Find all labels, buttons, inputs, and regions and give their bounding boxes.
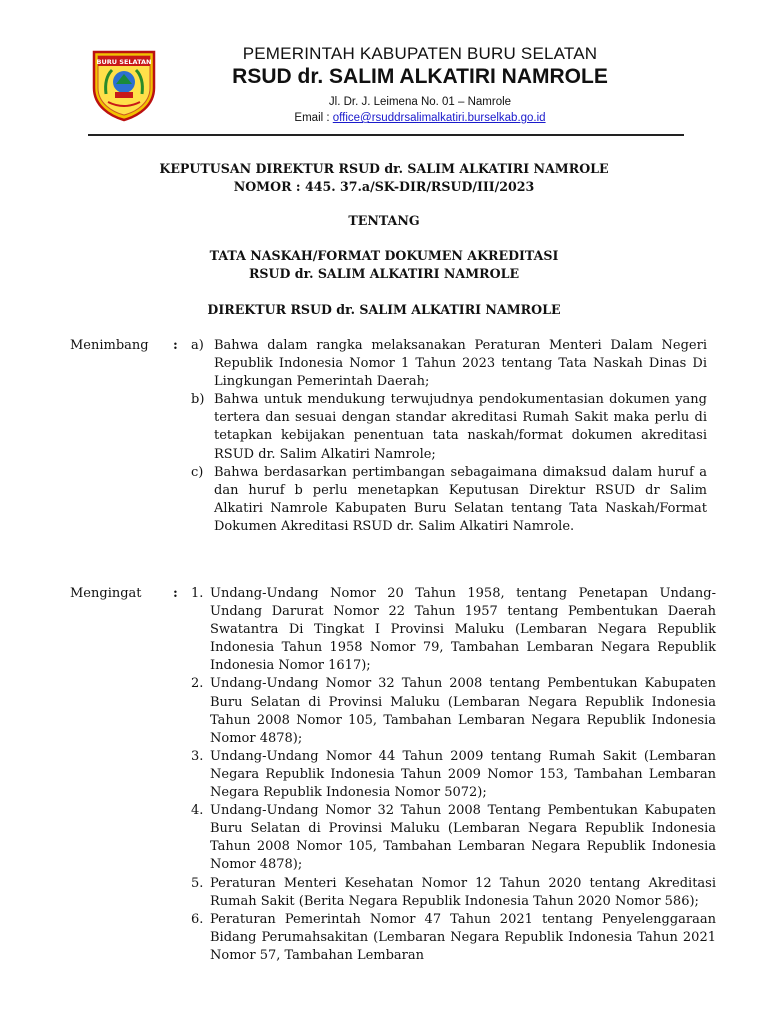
list-item (191, 337, 707, 391)
decree-about: TENTANG (348, 213, 420, 228)
menimbang-list (191, 337, 707, 536)
list-item (191, 911, 716, 965)
item-text: Peraturan Menteri Kesehatan Nomor 12 Tahun 2020 tentang Akreditasi Rumah Sakit (Berita Negara Republik Indonesia Tahun 2020 Nomor 586); (210, 875, 716, 909)
letterhead-text (180, 44, 660, 126)
item-text: Bahwa berdasarkan pertimbangan sebagaimana dimaksud dalam huruf a dan huruf b perlu menetapkan Keputusan Direktur RSUD dr Salim Alkatiri Namrole Kabupaten Buru Selatan tentang Tata Naskah/Format Dokumen Akreditasi RSUD dr. Salim Alkatiri Namrole. (214, 464, 707, 534)
decree-number: NOMOR : 445. 37.a/SK-DIR/RSUD/III/2023 (233, 179, 535, 194)
item-marker: 1. (191, 586, 204, 601)
decree-subject-line2: RSUD dr. SALIM ALKATIRI NAMROLE (248, 266, 520, 281)
decree-issuer: DIREKTUR RSUD dr. SALIM ALKATIRI NAMROLE (207, 302, 561, 317)
item-text: Undang-Undang Nomor 32 Tahun 2008 tentang Pembentukan Kabupaten Buru Selatan di Provinsi Maluku (Lembaran Negara Republik Indonesia Tahun 2008 Nomor 105, Tambahan Lembaran Negara Republik Indonesia Nomor 4878); (210, 676, 716, 746)
mengingat-label: Mengingat (70, 586, 142, 601)
item-text: Undang-Undang Nomor 32 Tahun 2008 Tentang Pembentukan Kabupaten Buru Selatan di Provinsi Maluku (Lembaran Negara Republik Indonesia Tahun 2008 Nomor 105, Tambahan Lembaran Negara Republik Indonesia Nomor 4878); (210, 803, 716, 873)
svg-text:BURU SELATAN: BURU SELATAN (96, 58, 152, 66)
item-text: Peraturan Pemerintah Nomor 47 Tahun 2021 tentang Penyelenggaraan Bidang Perumahsakitan (Lembaran Negara Republik Indonesia Tahun 2021 Nomor 57, Tambahan Lembaran (210, 911, 716, 963)
item-text: Undang-Undang Nomor 20 Tahun 1958, tentang Penetapan Undang-Undang Darurat Nomor 22 Tahun 1957 tentang Pembentukan Daerah Swatantra Di Tingkat I Provinsi Maluku (Lembaran Negara Republik Indonesia Tahun 1958 Nomor 79, Tambahan Lembaran Negara Republik Indonesia Nomor 1617); (210, 586, 716, 674)
item-text: Undang-Undang Nomor 44 Tahun 2009 tentang Rumah Sakit (Lembaran Negara Republik Indonesia Tahun 2009 Nomor 153, Tambahan Lembaran Negara Republik Indonesia Nomor 5072); (210, 748, 716, 801)
list-item (191, 675, 716, 747)
decree-title-line1: KEPUTUSAN DIREKTUR RSUD dr. SALIM ALKATIRI NAMROLE (159, 161, 609, 176)
email-link[interactable]: office@rsuddrsalimalkatiri.burselkab.go.id (332, 112, 546, 124)
mengingat-list (191, 585, 716, 965)
mengingat-colon: : (173, 586, 178, 601)
buru-selatan-coat-of-arms-icon (88, 48, 160, 122)
item-marker: 2. (191, 676, 204, 692)
list-item (191, 464, 707, 536)
item-marker: b) (191, 392, 205, 408)
list-item (191, 748, 716, 802)
list-item (191, 585, 716, 675)
item-marker: 3. (191, 748, 204, 764)
item-marker: 4. (191, 803, 204, 819)
item-marker: c) (191, 464, 204, 480)
list-item (191, 391, 707, 463)
letterhead (0, 0, 768, 130)
item-text: Bahwa untuk mendukung terwujudnya pendokumentasian dokumen yang tertera dan sesuai dengan standar akreditasi Rumah Sakit maka perlu di tetapkan kebijakan penentuan tata naskah/format dokumen akreditasi RSUD dr. Salim Alkatiri Namrole; (214, 392, 707, 462)
hospital-address: Jl. Dr. J. Leimena No. 01 – Namrole (328, 96, 512, 108)
item-text: Bahwa dalam rangka melaksanakan Peraturan Menteri Dalam Negeri Republik Indonesia Nomor 1 Tahun 2023 tentang Tata Naskah Dinas Di Lingkungan Pemerintah Daerah; (214, 338, 707, 390)
list-item (191, 875, 716, 911)
menimbang-label: Menimbang (70, 338, 149, 353)
item-marker: 6. (191, 911, 204, 927)
government-name: PEMERINTAH KABUPATEN BURU SELATAN (242, 44, 598, 63)
decree-subject-line1: TATA NASKAH/FORMAT DOKUMEN AKREDITASI (209, 248, 559, 263)
menimbang-colon: : (173, 338, 178, 353)
hospital-name: RSUD dr. SALIM ALKATIRI NAMROLE (232, 65, 608, 88)
item-marker: a) (191, 338, 204, 353)
list-item (191, 802, 716, 874)
hospital-email-line (180, 110, 660, 126)
email-label: Email : (294, 112, 333, 124)
letterhead-divider (88, 134, 684, 136)
item-marker: 5. (191, 875, 204, 891)
